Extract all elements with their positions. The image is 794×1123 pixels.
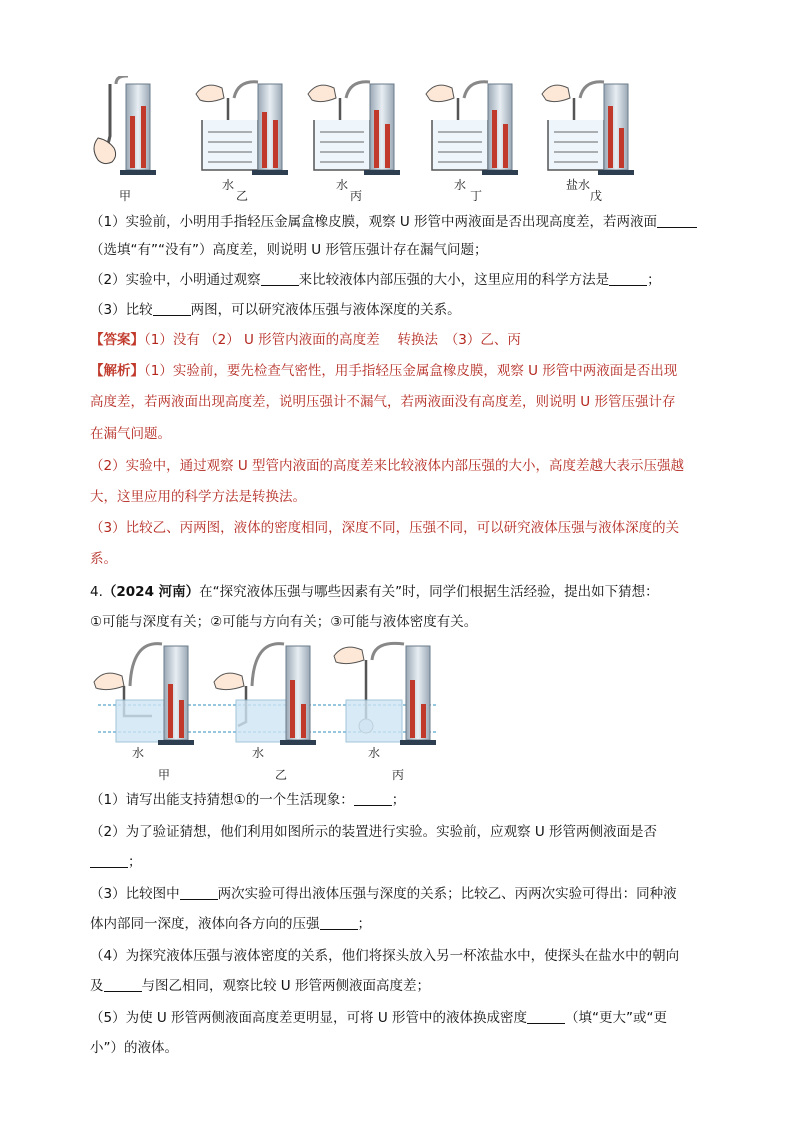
q3-sub1-text-a: （1）实验前，小明用手指轻压金属盒橡皮膜，观察 U 形管中两液面是否出现高度差，若两液面 (90, 214, 658, 230)
q3-answer-line (90, 330, 710, 350)
q3-analysis-line3: 在漏气问题。 (90, 426, 171, 442)
fig1-label-ding: 丁 (470, 189, 483, 203)
q3-sub1-text-b: （选填“有”“没有”）高度差，则说明 U 形管压强计存在漏气问题； (90, 242, 488, 258)
q3-sub2-blank2 (609, 271, 647, 286)
fig1-label-jia: 甲 (119, 189, 132, 203)
q4-sub2-line1: （2）为了验证猜想，他们利用如图所示的装置进行实验。实验前，应观察 U 形管两侧液面是否 (90, 824, 658, 840)
analysis-text-1: （1）实验前，要先检查气密性，用手指轻压金属盒橡皮膜，观察 U 形管中两液面是否出现 (144, 363, 678, 379)
q3-analysis-line6: （3）比较乙、丙两图，液体的密度相同，深度不同，压强不同，可以研究液体压强与液体深度的关 (90, 520, 680, 536)
setup-wu (542, 82, 634, 175)
fig2-liquid-yi: 水 (252, 746, 265, 760)
fig2-label-bing: 丙 (392, 768, 405, 782)
q4-sub2-line2 (90, 852, 710, 872)
q3-sub2-text-a: （2）实验中，小明通过观察 (90, 272, 261, 288)
q4-sub5-line2: 小”）的液体。 (90, 1040, 178, 1056)
q4-stem-line2: ①可能与深度有关；②可能与方向有关；③可能与液体密度有关。 (90, 614, 478, 630)
q4-sub1-line (90, 790, 710, 810)
q3-sub1-line2 (90, 240, 710, 260)
fig1-liquid-wu: 盐水 (566, 178, 591, 192)
q3-analysis-line7: 系。 (90, 551, 117, 567)
q4-sub3-blank1 (180, 885, 218, 900)
setup-yi (196, 82, 288, 175)
q3-sub3-text-b: 两图，可以研究液体压强与液体深度的关系。 (190, 302, 461, 318)
setup-jia (94, 76, 156, 175)
q3-analysis-line4: （2）实验中，通过观察 U 型管内液面的高度差来比较液体内部压强的大小，高度差越大表示压强越 (90, 458, 685, 474)
fig2-label-jia: 甲 (158, 768, 171, 782)
q3-sub2-blank1 (261, 271, 299, 286)
analysis-tag: 【解析】 (90, 363, 144, 379)
setup-bing (308, 82, 400, 175)
answer-tag: 【答案】 (90, 332, 144, 348)
q3-analysis-line1 (90, 361, 710, 381)
fig1-label-yi: 乙 (236, 189, 249, 203)
fig2-liquid-jia: 水 (132, 746, 145, 760)
q3-analysis-line5: 大，这里应用的科学方法是转换法。 (90, 489, 306, 505)
q4-sub3-blank2 (320, 915, 358, 930)
fig2-liquid-bing: 水 (368, 746, 381, 760)
q4-stem-a: 在“探究液体压强与哪些因素有关”时，同学们根据生活经验，提出如下猜想： (199, 584, 659, 600)
q3-sub3-blank (153, 301, 191, 316)
q3-sub1-line1 (90, 212, 710, 232)
fig1-liquid-yi: 水 (222, 178, 235, 192)
q4-number: 4. (90, 584, 103, 600)
fig1-liquid-ding: 水 (454, 178, 467, 192)
q3-sub3-line (90, 300, 710, 320)
q3-sub1-blank (657, 213, 697, 228)
fig2-setup-yi (214, 644, 316, 745)
q4-stem-line1 (90, 582, 710, 602)
answer-text: （1）没有 （2） U 形管内液面的高度差 转换法 （3）乙、丙 (144, 332, 521, 348)
q4-sub4-line1: （4）为探究液体压强与液体密度的关系，他们将探头放入另一杯浓盐水中，使探头在盐水中的朝向 (90, 948, 680, 964)
fig2-setup-jia (94, 644, 194, 745)
q4-sub5-blank (527, 1009, 565, 1024)
q4-sub1-blank (354, 791, 392, 806)
q4-sub3-text-b: 两次实验可得出液体压强与深度的关系；比较乙、丙两次实验可得出：同种液 (217, 886, 677, 902)
q4-sub5-text-b: （填“更大”或“更 (565, 1010, 667, 1026)
q4-sub1-text-a: （1）请写出能支持猜想①的一个生活现象： (90, 792, 354, 808)
q3-analysis-line2: 高度差，若两液面出现高度差，说明压强计不漏气，若两液面没有高度差，则说明 U 形管压强计存 (90, 394, 676, 410)
q4-sub3-text-d: ； (357, 916, 371, 932)
q3-sub2-line (90, 270, 710, 290)
setup-ding (426, 82, 518, 175)
fig1-label-wu: 戊 (590, 189, 603, 203)
fig2-setup-bing (334, 643, 436, 745)
q4-sub4-text-c: 与图乙相同，观察比较 U 形管两侧液面高度差； (141, 978, 430, 994)
q3-sub2-text-c: ； (647, 272, 661, 288)
q4-sub5-text-a: （5）为使 U 形管两侧液面高度差更明显，可将 U 形管中的液体换成密度 (90, 1010, 528, 1026)
fig1-label-bing: 丙 (350, 189, 363, 203)
fig2-label-yi: 乙 (275, 768, 288, 782)
q3-sub3-text-a: （3）比较 (90, 302, 153, 318)
q4-sub4-blank (104, 977, 142, 992)
q3-sub2-text-b: 来比较液体内部压强的大小，这里应用的科学方法是 (298, 272, 610, 288)
q4-sub3-line2 (90, 914, 710, 934)
q4-sub3-text-a: （3）比较图中 (90, 886, 180, 902)
q4-source: （2024 河南） (102, 584, 200, 600)
q4-sub4-line2 (90, 976, 710, 996)
fig1-liquid-bing: 水 (336, 178, 349, 192)
q4-sub2-blank (90, 853, 128, 868)
q4-sub2-text-b: ； (128, 854, 142, 870)
figure-2-apparatus (92, 640, 442, 760)
figure-1-apparatus (88, 76, 648, 206)
q4-sub3-line1 (90, 884, 710, 904)
q4-sub3-text-c: 体内部同一深度，液体向各方向的压强 (90, 916, 320, 932)
q4-sub5-line1 (90, 1008, 710, 1028)
q4-sub1-text-b: ； (391, 792, 406, 808)
q4-sub4-text-b: 及 (90, 978, 104, 994)
